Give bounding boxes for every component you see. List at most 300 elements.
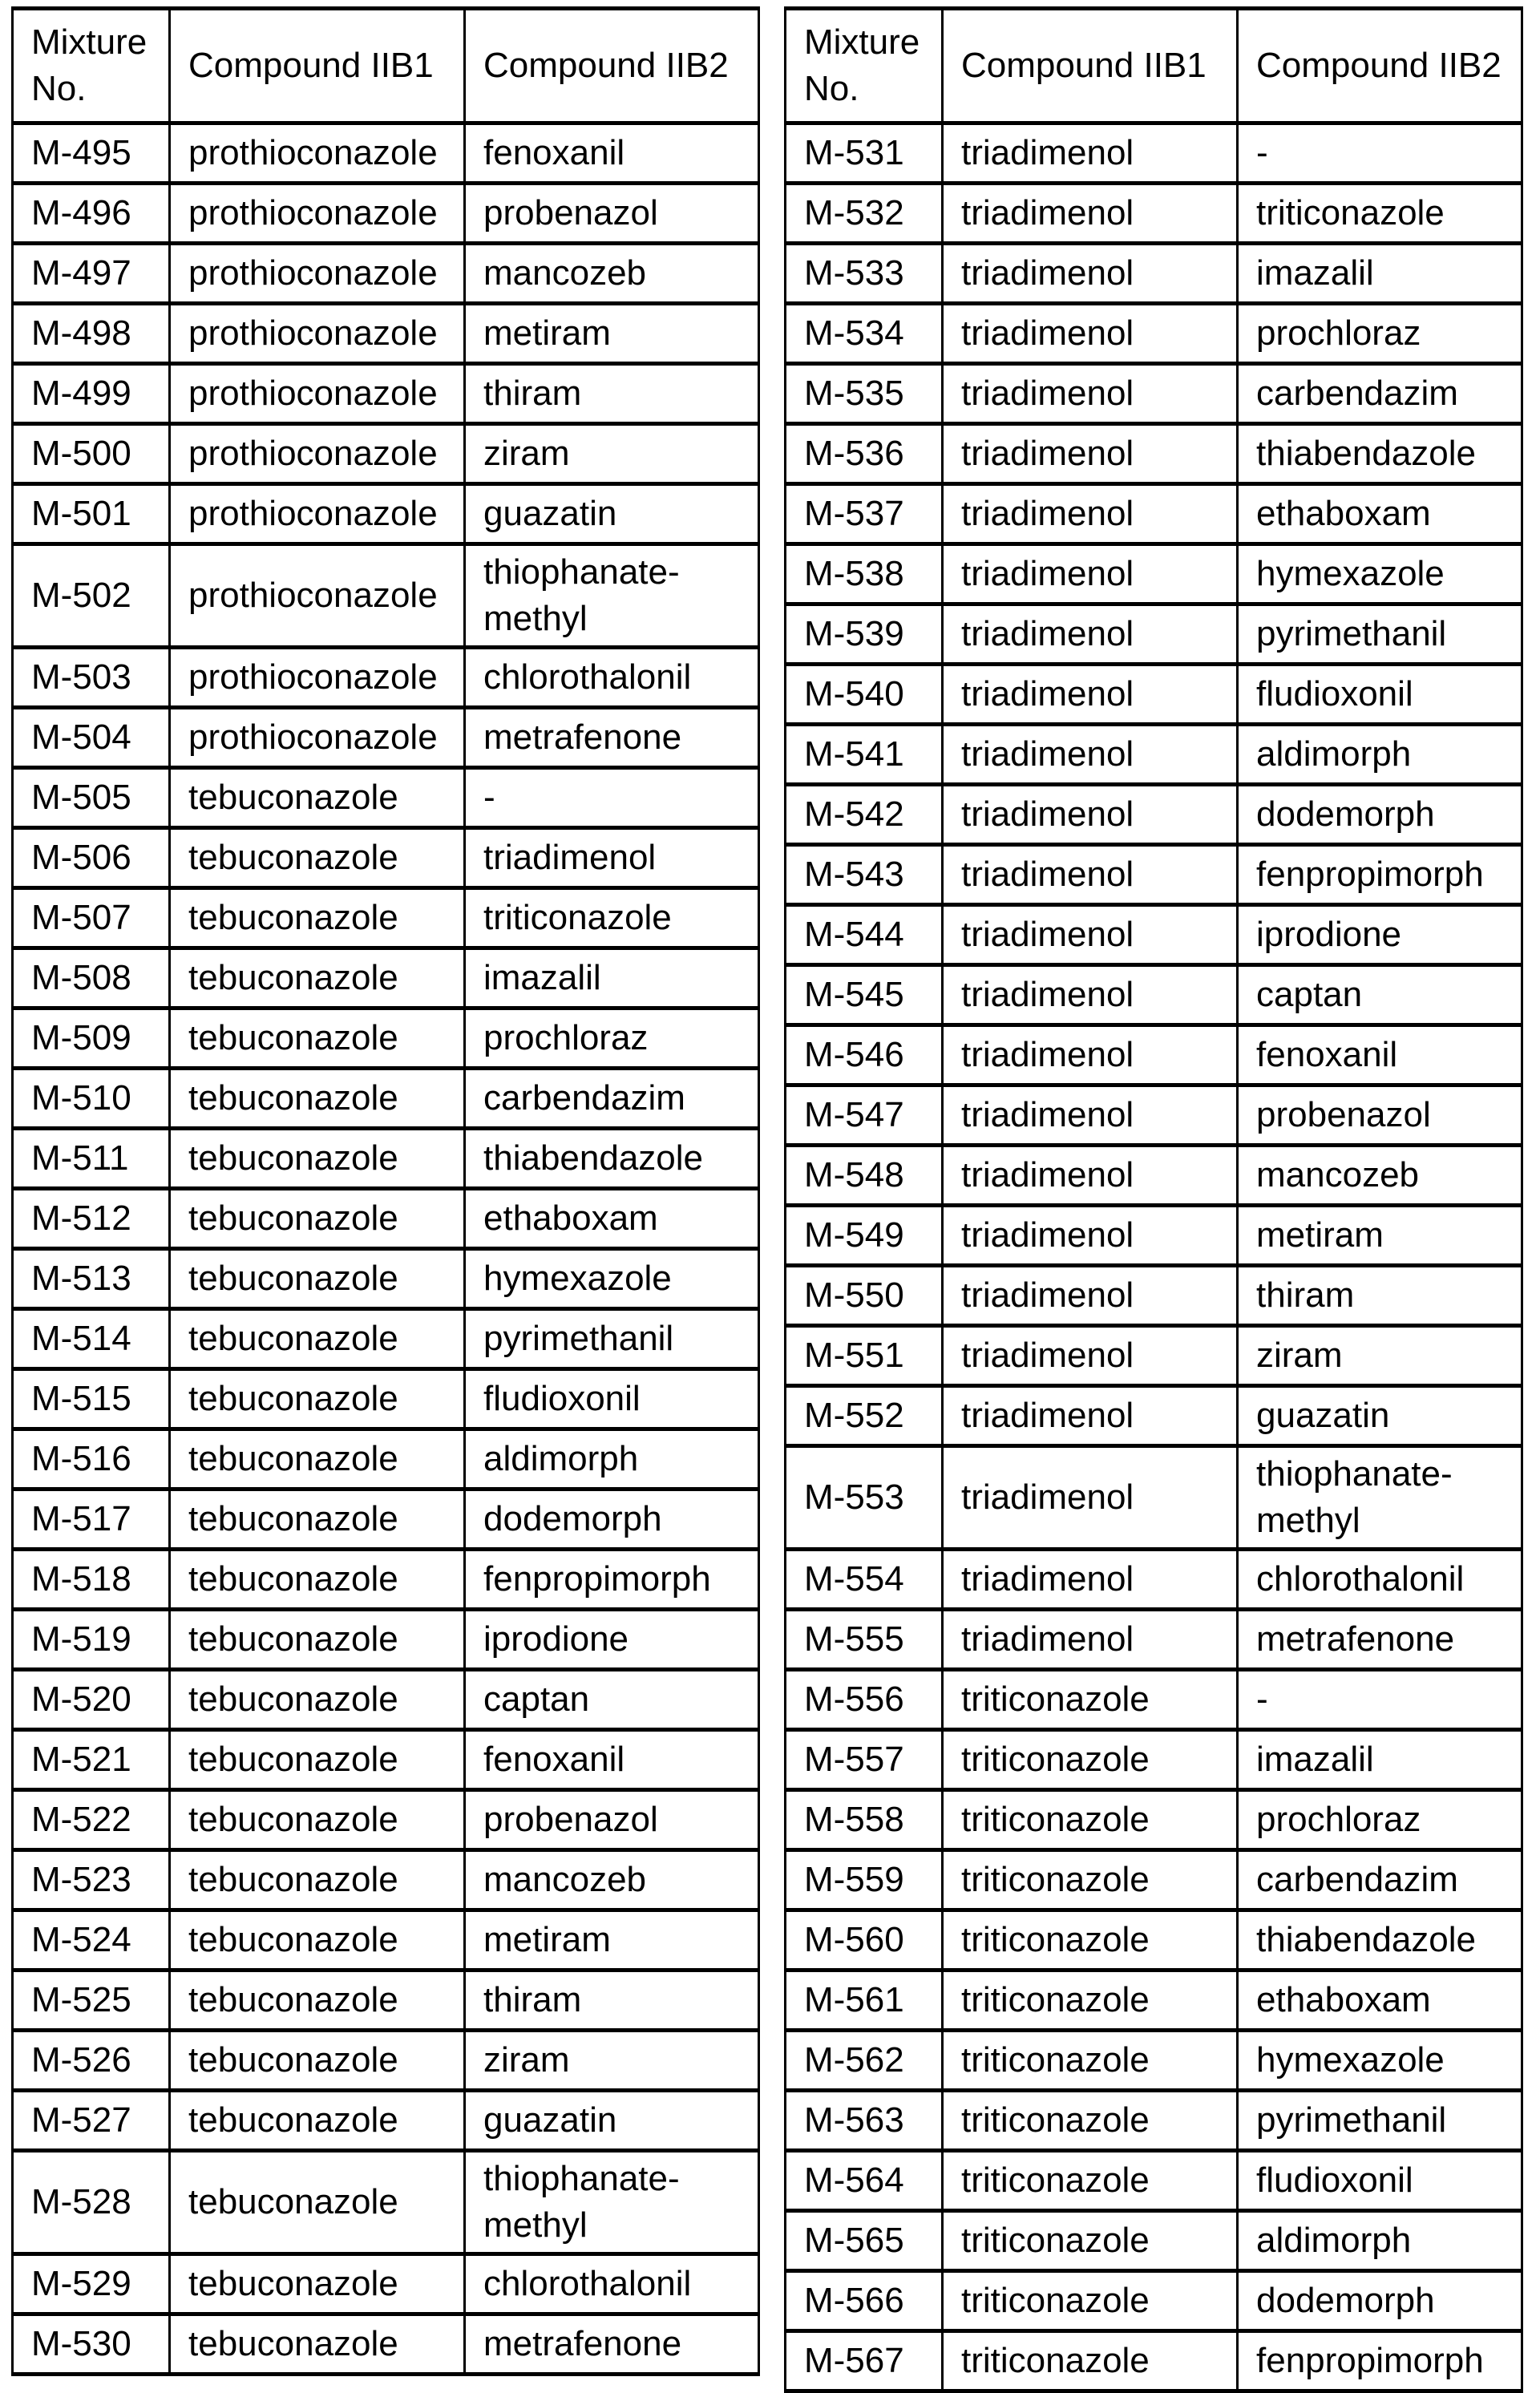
mixture-no-cell: M-496 [13,184,170,244]
compound-iib1-cell: triadimenol [943,725,1238,785]
mixture-no-cell: M-520 [13,1670,170,1730]
compound-iib2-cell: fenoxanil [1238,1025,1522,1085]
compound-iib1-cell: triadimenol [943,1266,1238,1326]
compound-iib2-cell: chlorothalonil [1238,1550,1522,1610]
compound-iib1-cell: triadimenol [943,244,1238,304]
table-row [13,1129,759,1189]
compound-iib2-cell: thiabendazole [465,1129,759,1189]
tables-container [11,6,1540,2393]
table-row [13,768,759,828]
compound-iib2-cell: guazatin [1238,1386,1522,1446]
mixture-no-cell: M-525 [13,1971,170,2031]
compound-iib1-cell: triadimenol [943,544,1238,604]
compound-iib1-cell: triticonazole [943,2331,1238,2391]
mixture-no-cell: M-561 [786,1971,943,2031]
table-row [786,304,1522,364]
compound-iib1-cell: triadimenol [943,1085,1238,1146]
table-row [13,184,759,244]
compound-iib1-cell: triadimenol [943,1146,1238,1206]
compound-iib1-cell: triadimenol [943,1025,1238,1085]
compound-iib2-cell: guazatin [465,484,759,544]
compound-iib2-cell: metiram [465,1910,759,1971]
mixture-no-cell: M-532 [786,184,943,244]
mixture-no-cell: M-539 [786,604,943,665]
mixture-no-cell: M-528 [13,2151,170,2254]
compound-iib1-cell: tebuconazole [170,1189,465,1249]
compound-iib1-cell: tebuconazole [170,2314,465,2375]
mixture-no-cell: M-552 [786,1386,943,1446]
table-row [786,1910,1522,1971]
compound-iib2-cell: pyrimethanil [1238,604,1522,665]
mixture-no-cell: M-559 [786,1850,943,1910]
compound-iib2-cell: chlorothalonil [465,2254,759,2314]
table-row [786,484,1522,544]
compound-iib2-cell: fenpropimorph [1238,845,1522,905]
table-row [13,123,759,184]
compound-iib2-cell: captan [465,1670,759,1730]
compound-iib2-cell: fenoxanil [465,123,759,184]
compound-iib1-cell: tebuconazole [170,2031,465,2091]
compound-iib2-cell: thiram [465,364,759,424]
mixture-no-cell: M-544 [786,905,943,965]
table-row [786,2151,1522,2211]
table-row [786,2031,1522,2091]
compound-iib1-cell: prothioconazole [170,364,465,424]
table-row [786,1971,1522,2031]
compound-iib2-cell: imazalil [465,948,759,1009]
compound-iib1-cell: tebuconazole [170,1730,465,1790]
table-row [13,1790,759,1850]
mixture-no-cell: M-524 [13,1910,170,1971]
header-mixture-no: Mixture No. [13,9,170,123]
compound-iib1-cell: prothioconazole [170,304,465,364]
mixture-no-cell: M-509 [13,1009,170,1069]
compound-iib1-cell: triticonazole [943,1971,1238,2031]
compound-iib1-cell: triadimenol [943,1386,1238,1446]
header-row [13,9,759,123]
table-row [786,604,1522,665]
compound-iib1-cell: tebuconazole [170,1610,465,1670]
mixture-no-cell: M-557 [786,1730,943,1790]
compound-iib2-cell: fludioxonil [465,1369,759,1429]
table-row [786,845,1522,905]
compound-iib2-cell: thiram [1238,1266,1522,1326]
mixture-no-cell: M-553 [786,1446,943,1550]
table-row [13,1309,759,1369]
compound-iib2-cell: thiophanate-methyl [465,544,759,648]
compound-iib1-cell: tebuconazole [170,948,465,1009]
compound-iib1-cell: triadimenol [943,1610,1238,1670]
table-row [786,2271,1522,2331]
mixture-no-cell: M-529 [13,2254,170,2314]
mixture-no-cell: M-538 [786,544,943,604]
table-row [13,1910,759,1971]
mixture-no-cell: M-560 [786,1910,943,1971]
mixture-no-cell: M-508 [13,948,170,1009]
compound-iib2-cell: triadimenol [465,828,759,888]
table-row [13,2151,759,2254]
mixture-no-cell: M-567 [786,2331,943,2391]
compound-iib1-cell: triadimenol [943,905,1238,965]
mixture-no-cell: M-523 [13,1850,170,1910]
mixture-no-cell: M-565 [786,2211,943,2271]
table-row [786,1146,1522,1206]
compound-iib1-cell: tebuconazole [170,1971,465,2031]
table-row [786,1025,1522,1085]
mixture-no-cell: M-500 [13,424,170,484]
header-row [786,9,1522,123]
compound-iib2-cell: - [1238,1670,1522,1730]
table-row [786,1206,1522,1266]
compound-iib2-cell: imazalil [1238,244,1522,304]
compound-iib1-cell: triadimenol [943,1326,1238,1386]
table-row [13,828,759,888]
mixture-no-cell: M-506 [13,828,170,888]
table-row [13,544,759,648]
compound-iib1-cell: tebuconazole [170,2151,465,2254]
compound-iib1-cell: prothioconazole [170,244,465,304]
mixture-no-cell: M-515 [13,1369,170,1429]
compound-iib2-cell: aldimorph [1238,2211,1522,2271]
table-row [13,304,759,364]
mixture-no-cell: M-499 [13,364,170,424]
compound-iib2-cell: dodemorph [1238,2271,1522,2331]
table-row [786,965,1522,1025]
compound-iib2-cell: thiophanate-methyl [465,2151,759,2254]
mixture-no-cell: M-498 [13,304,170,364]
table-row [786,364,1522,424]
compound-iib2-cell: pyrimethanil [1238,2091,1522,2151]
compound-iib1-cell: prothioconazole [170,544,465,648]
table-row [786,1386,1522,1446]
table-row [786,424,1522,484]
compound-iib1-cell: tebuconazole [170,1309,465,1369]
mixture-no-cell: M-546 [786,1025,943,1085]
mixture-no-cell: M-562 [786,2031,943,2091]
table-row [786,785,1522,845]
compound-iib2-cell: imazalil [1238,1730,1522,1790]
compound-iib1-cell: triadimenol [943,1206,1238,1266]
compound-iib1-cell: prothioconazole [170,184,465,244]
table-row [13,244,759,304]
table-row [786,725,1522,785]
mixture-no-cell: M-519 [13,1610,170,1670]
mixture-no-cell: M-503 [13,648,170,708]
compound-iib2-cell: probenazol [1238,1085,1522,1146]
mixture-no-cell: M-549 [786,1206,943,1266]
compound-iib1-cell: tebuconazole [170,888,465,948]
mixture-no-cell: M-526 [13,2031,170,2091]
compound-iib2-cell: fenpropimorph [1238,2331,1522,2391]
compound-iib2-cell: metrafenone [465,2314,759,2375]
table-row [13,1490,759,1550]
compound-iib2-cell: metrafenone [1238,1610,1522,1670]
mixture-no-cell: M-513 [13,1249,170,1309]
table-row [786,123,1522,184]
compound-iib1-cell: tebuconazole [170,1910,465,1971]
compound-iib2-cell: fludioxonil [1238,2151,1522,2211]
table-row [786,2211,1522,2271]
table-row [786,1266,1522,1326]
compound-iib2-cell: probenazol [465,1790,759,1850]
mixture-no-cell: M-554 [786,1550,943,1610]
mixture-no-cell: M-512 [13,1189,170,1249]
table-row [13,1850,759,1910]
mixture-no-cell: M-514 [13,1309,170,1369]
compound-iib2-cell: carbendazim [1238,364,1522,424]
mixture-no-cell: M-501 [13,484,170,544]
mixture-no-cell: M-502 [13,544,170,648]
compound-iib2-cell: - [465,768,759,828]
table-row [13,648,759,708]
compound-iib1-cell: triadimenol [943,304,1238,364]
compound-iib2-cell: pyrimethanil [465,1309,759,1369]
mixture-no-cell: M-534 [786,304,943,364]
table-row [786,244,1522,304]
table-row [13,1009,759,1069]
table-row [13,1670,759,1730]
mixture-no-cell: M-542 [786,785,943,845]
compound-iib1-cell: triadimenol [943,965,1238,1025]
mixture-no-cell: M-495 [13,123,170,184]
mixture-no-cell: M-548 [786,1146,943,1206]
compound-iib1-cell: tebuconazole [170,828,465,888]
mixture-no-cell: M-521 [13,1730,170,1790]
compound-iib2-cell: thiram [465,1971,759,2031]
compound-iib1-cell: triadimenol [943,845,1238,905]
table-row [13,2091,759,2151]
mixture-no-cell: M-547 [786,1085,943,1146]
compound-iib2-cell: dodemorph [1238,785,1522,845]
mixture-no-cell: M-531 [786,123,943,184]
compound-iib2-cell: probenazol [465,184,759,244]
table-row [13,2314,759,2375]
mixture-no-cell: M-536 [786,424,943,484]
header-compound-iib2: Compound IIB2 [1238,9,1522,123]
compound-iib1-cell: tebuconazole [170,1670,465,1730]
compound-iib1-cell: prothioconazole [170,648,465,708]
compound-iib1-cell: tebuconazole [170,1490,465,1550]
compound-iib1-cell: prothioconazole [170,123,465,184]
table-row [13,1550,759,1610]
compound-iib1-cell: triadimenol [943,484,1238,544]
compound-iib1-cell: tebuconazole [170,1550,465,1610]
mixture-no-cell: M-511 [13,1129,170,1189]
table-row [13,1069,759,1129]
compound-iib1-cell: tebuconazole [170,1850,465,1910]
compound-iib1-cell: tebuconazole [170,2254,465,2314]
compound-iib2-cell: carbendazim [1238,1850,1522,1910]
table-row [13,2254,759,2314]
header-compound-iib2: Compound IIB2 [465,9,759,123]
table-row [786,1670,1522,1730]
mixture-no-cell: M-558 [786,1790,943,1850]
table-row [13,948,759,1009]
mixture-no-cell: M-564 [786,2151,943,2211]
compound-iib2-cell: - [1238,123,1522,184]
mixture-no-cell: M-535 [786,364,943,424]
mixture-no-cell: M-537 [786,484,943,544]
header-compound-iib1: Compound IIB1 [170,9,465,123]
mixture-no-cell: M-541 [786,725,943,785]
compound-iib2-cell: thiophanate-methyl [1238,1446,1522,1550]
table-row [786,544,1522,604]
compound-iib2-cell: mancozeb [465,1850,759,1910]
table-row [786,1790,1522,1850]
compound-iib1-cell: triticonazole [943,2211,1238,2271]
mixture-no-cell: M-517 [13,1490,170,1550]
compound-iib1-cell: tebuconazole [170,1069,465,1129]
table-row [786,1610,1522,1670]
compound-iib2-cell: triticonazole [1238,184,1522,244]
table-row [786,184,1522,244]
mixture-no-cell: M-504 [13,708,170,768]
table-row [786,1326,1522,1386]
table-row [786,665,1522,725]
compound-iib2-cell: triticonazole [465,888,759,948]
compound-iib2-cell: metiram [465,304,759,364]
compound-iib2-cell: aldimorph [1238,725,1522,785]
table-row [13,708,759,768]
compound-iib1-cell: prothioconazole [170,424,465,484]
table-row [13,1189,759,1249]
compound-iib1-cell: tebuconazole [170,2091,465,2151]
compound-iib1-cell: triadimenol [943,1446,1238,1550]
mixture-no-cell: M-522 [13,1790,170,1850]
compound-iib2-cell: hymexazole [1238,544,1522,604]
compound-iib2-cell: ethaboxam [1238,484,1522,544]
table-row [13,1249,759,1309]
compound-iib1-cell: tebuconazole [170,1369,465,1429]
table-body [786,123,1522,2391]
compound-iib1-cell: triticonazole [943,1730,1238,1790]
compound-iib1-cell: triadimenol [943,665,1238,725]
mixture-no-cell: M-516 [13,1429,170,1490]
mixture-no-cell: M-550 [786,1266,943,1326]
mixture-no-cell: M-505 [13,768,170,828]
table-row [786,1085,1522,1146]
mixture-table-right [784,6,1523,2393]
compound-iib2-cell: mancozeb [1238,1146,1522,1206]
mixture-no-cell: M-527 [13,2091,170,2151]
compound-iib1-cell: tebuconazole [170,1129,465,1189]
compound-iib2-cell: ethaboxam [1238,1971,1522,2031]
compound-iib2-cell: ziram [1238,1326,1522,1386]
compound-iib2-cell: prochloraz [465,1009,759,1069]
mixture-no-cell: M-563 [786,2091,943,2151]
table-row [13,1971,759,2031]
table-row [786,2091,1522,2151]
compound-iib1-cell: triticonazole [943,1850,1238,1910]
compound-iib2-cell: prochloraz [1238,1790,1522,1850]
mixture-no-cell: M-543 [786,845,943,905]
table-row [786,905,1522,965]
compound-iib2-cell: fenoxanil [465,1730,759,1790]
compound-iib1-cell: triadimenol [943,785,1238,845]
header-mixture-no: Mixture No. [786,9,943,123]
compound-iib1-cell: tebuconazole [170,768,465,828]
compound-iib1-cell: tebuconazole [170,1249,465,1309]
table-row [13,1610,759,1670]
compound-iib2-cell: hymexazole [1238,2031,1522,2091]
table-row [786,1550,1522,1610]
table-row [786,2331,1522,2391]
compound-iib1-cell: prothioconazole [170,484,465,544]
compound-iib1-cell: triticonazole [943,2091,1238,2151]
compound-iib2-cell: aldimorph [465,1429,759,1490]
compound-iib2-cell: iprodione [465,1610,759,1670]
compound-iib1-cell: triticonazole [943,1670,1238,1730]
mixture-no-cell: M-545 [786,965,943,1025]
table-row [13,888,759,948]
compound-iib1-cell: triadimenol [943,184,1238,244]
compound-iib1-cell: prothioconazole [170,708,465,768]
compound-iib1-cell: triticonazole [943,1910,1238,1971]
mixture-no-cell: M-510 [13,1069,170,1129]
compound-iib2-cell: dodemorph [465,1490,759,1550]
mixture-no-cell: M-507 [13,888,170,948]
compound-iib1-cell: triadimenol [943,604,1238,665]
compound-iib2-cell: iprodione [1238,905,1522,965]
table-row [786,1850,1522,1910]
compound-iib2-cell: hymexazole [465,1249,759,1309]
compound-iib2-cell: carbendazim [465,1069,759,1129]
header-compound-iib1: Compound IIB1 [943,9,1238,123]
table-row [13,1730,759,1790]
compound-iib2-cell: prochloraz [1238,304,1522,364]
table-row [13,1369,759,1429]
compound-iib1-cell: triticonazole [943,2031,1238,2091]
compound-iib1-cell: tebuconazole [170,1429,465,1490]
table-row [13,484,759,544]
compound-iib2-cell: metiram [1238,1206,1522,1266]
compound-iib2-cell: mancozeb [465,244,759,304]
compound-iib1-cell: tebuconazole [170,1009,465,1069]
mixture-no-cell: M-540 [786,665,943,725]
compound-iib2-cell: thiabendazole [1238,424,1522,484]
table-row [786,1446,1522,1550]
compound-iib1-cell: triticonazole [943,1790,1238,1850]
compound-iib1-cell: triticonazole [943,2271,1238,2331]
mixture-no-cell: M-551 [786,1326,943,1386]
mixture-no-cell: M-555 [786,1610,943,1670]
mixture-no-cell: M-533 [786,244,943,304]
table-row [13,424,759,484]
table-row [13,364,759,424]
compound-iib2-cell: guazatin [465,2091,759,2151]
compound-iib2-cell: ziram [465,424,759,484]
compound-iib2-cell: chlorothalonil [465,648,759,708]
compound-iib2-cell: thiabendazole [1238,1910,1522,1971]
mixture-no-cell: M-566 [786,2271,943,2331]
mixture-no-cell: M-497 [13,244,170,304]
compound-iib1-cell: tebuconazole [170,1790,465,1850]
table-row [13,2031,759,2091]
compound-iib2-cell: ziram [465,2031,759,2091]
compound-iib1-cell: triticonazole [943,2151,1238,2211]
compound-iib2-cell: metrafenone [465,708,759,768]
compound-iib1-cell: triadimenol [943,123,1238,184]
table-row [13,1429,759,1490]
compound-iib2-cell: fludioxonil [1238,665,1522,725]
compound-iib2-cell: fenpropimorph [465,1550,759,1610]
table-body [13,123,759,2375]
table-header [13,9,759,123]
mixture-no-cell: M-556 [786,1670,943,1730]
compound-iib1-cell: triadimenol [943,1550,1238,1610]
table-row [786,1730,1522,1790]
compound-iib2-cell: ethaboxam [465,1189,759,1249]
